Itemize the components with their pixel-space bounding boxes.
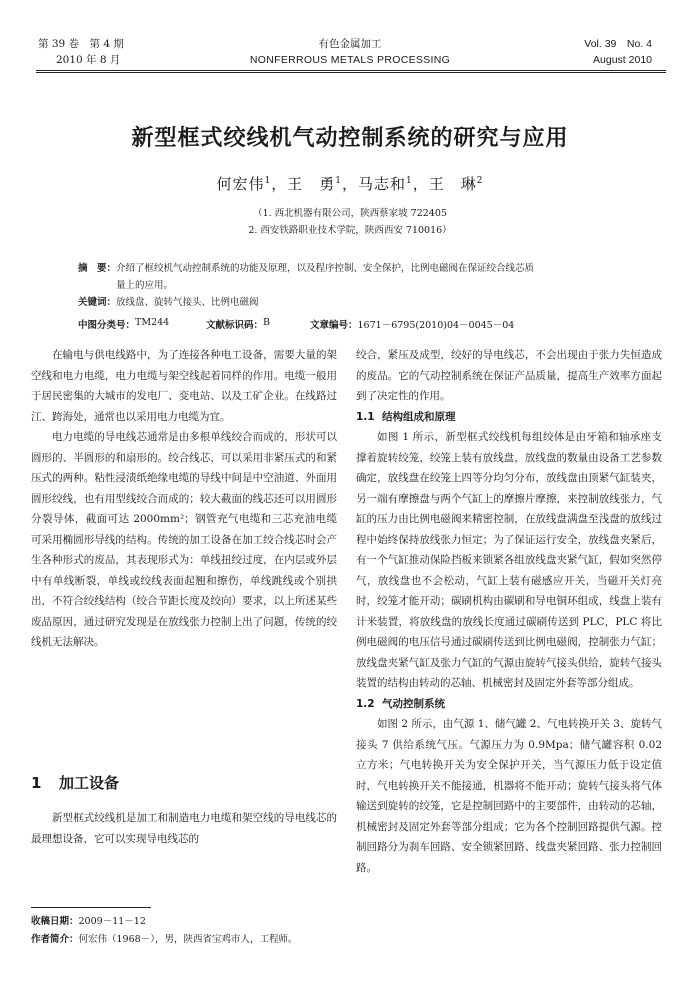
body-paragraph: 电力电缆的导电线芯通常是由多根单线绞合而成的，形状可以圆形的、半圆形的和扇形的。绞合线芯，可以采用非紧压式的和紧压式的两种。粘性浸渍纸绝缘电缆的导线中间是中空油道、外面用圆形绞线，也有用型线绞合而成的；较大截面的线芯还可以用圆形分裂导体，截面可达 2000mm²；钢管充气电缆和三芯充油电缆可采用椭圆形导线的结构。传统的加工设备在加工绞合线芯时会产生各种形式的废品，其表现形式为：单线扭绞过度，在内层或外层中有单线断裂，单线或绞线表面起翘和擦伤，单线跳线或个别拱出，不符合绞线结构（绞合节距长度及绞向）要求，以上所述某些废品原因，通过研究发现是在放线张力控制上出了问题，传统的绞线机无法解决。 xyxy=(31,431,337,648)
header-rule-top xyxy=(36,70,666,71)
right-column xyxy=(356,345,662,878)
affiliation: （1. 西北机器有限公司，陕西蔡家坡 722405 xyxy=(253,208,447,219)
affiliation: 2. 西安铁路职业技术学院，陕西西安 710016） xyxy=(248,225,452,236)
keywords-label: 关键词： xyxy=(78,297,117,308)
clc-value: TM244 xyxy=(135,317,170,328)
abstract-text: 介绍了框绞机气动控制系统的功能及原理，以及程序控制、安全保护，比例电磁阀在保证绞合线芯质 xyxy=(116,263,535,274)
volume-issue-en: Vol. 39 No. 4 xyxy=(584,38,652,50)
publication-date: 2010 年 8 月 xyxy=(56,54,121,66)
journal-name-en: NONFERROUS METALS PROCESSING xyxy=(249,54,451,66)
abstract-label: 摘 要： xyxy=(78,263,117,274)
abstract-text: 量上的应用。 xyxy=(116,280,174,291)
body-paragraph: 绞合，紧压及成型，绞好的导电线芯，不会出现由于张力失恒造成的废品。它的气动控制系统在保证产品质量，提高生产效率方面起到了决定性的作用。 xyxy=(356,349,662,402)
article-no-value: 1671－6795(2010)04－0045－04 xyxy=(357,320,515,331)
volume-issue: 第 39 卷 第 4 期 xyxy=(38,38,124,50)
section-heading xyxy=(31,772,119,793)
body-paragraph: 如图 2 所示，由气源 1、储气罐 2、气电转换开关 3、旋转气接头 7 供给系统气压。气源压力为 0.9Mpa；储气罐容积 0.02 立方米；气电转换开关为安全保护开关，当气源压力低于设定值时，气电转换开关不能接通，机器将不能开动；旋转气接头将气体输送到旋转的绞笼，它是控制回路中的主要部件，由转动的芯轴，机械密封及固定外套等部分组成；它为各个控制回路提供气源。控制回路分为刹车回路、安全锁紧回路、线盘夹紧回路、张力控制回路。 xyxy=(356,718,662,874)
footnote-rule xyxy=(31,907,151,908)
publication-date-en: August 2010 xyxy=(593,54,652,66)
paper-title: 新型框式绞线机气动控制系统的研究与应用 xyxy=(131,126,569,151)
body-paragraph: 新型框式绞线机是加工和制造电力电缆和架空线的导电线芯的最理想设备，它可以实现导电线芯的 xyxy=(31,812,337,845)
journal-name-cn: 有色金属加工 xyxy=(318,38,382,50)
left-column xyxy=(31,345,337,653)
doc-code-value: B xyxy=(263,317,270,328)
journal-volume-info-en xyxy=(584,36,652,68)
abstract xyxy=(78,260,618,311)
subsection-heading: 1.2 气动控制系统 xyxy=(356,697,445,710)
author: 马志和$^1$， xyxy=(358,175,429,193)
body-paragraph: 如图 1 所示，新型框式绞线机每组绞体是由牙箱和轴承座支撑着旋转绞笼，绞笼上装有放线盘，放线盘的数量由设备工艺参数确定，放线盘在绞笼上四等分均匀分布，放线盘由顶紧气缸装夹，另一端有摩擦盘与两个气缸上的摩擦片摩擦，来控制放线张力，气缸的压力由比例电磁阀来精密控制，在放线盘满盘至浅盘的放线过程中始终保持放线张力恒定；为了保证运行安全，放线盘夹紧后，有一个气缸推动保险挡板来锁紧各组放线盘夹紧气缸，假如突然停气，放线盘也不会松动，气缸上装有磁感应开关，当磁开关灯亮时，绞笼才能开动；碳刷机构由碳刷和导电铜环组成，线盘上装有计米装置，将放线盘的放线长度通过碳刷传送到 PLC，PLC 将比例电磁阀的电压信号通过碳刷传送到比例电磁阀，控制张力气缸；放线盘夹紧气缸及张力气缸的气源由旋转气接头供给，旋转气接头装置的结构由转动的芯轴、机械密封及固定外套等部分组成。 xyxy=(356,431,662,689)
section-title: 加工设备 xyxy=(59,774,120,792)
received-date: 收稿日期：2009－11－12 xyxy=(31,916,146,927)
left-column-continued xyxy=(31,808,337,849)
author: 王 勇$^1$， xyxy=(287,175,358,193)
body-paragraph: 在输电与供电线路中，为了连接各种电工设备，需要大量的架空线和电力电缆，电力电缆与架空线起着同样的作用。电缆一般用于居民密集的大城市的发电厂、变电站、以及工矿企业。在线路过江、跨海处，通常也以采用电力电缆为宜。 xyxy=(31,349,337,423)
author-list xyxy=(0,173,700,194)
article-no-label: 文章编号： xyxy=(310,320,358,331)
section-number: 1 xyxy=(31,774,42,792)
author: 王 琳$^2$ xyxy=(428,175,484,193)
author: 何宏伟$^1$， xyxy=(216,175,288,193)
clc-label: 中图分类号： xyxy=(78,320,136,331)
author-bio: 作者简介：何宏伟（1968－），男，陕西省宝鸡市人，工程师。 xyxy=(31,934,298,945)
subsection-heading: 1.1 结构组成和原理 xyxy=(356,410,456,423)
header-rule-bottom xyxy=(36,72,666,73)
doc-code-label: 文献标识码： xyxy=(206,320,264,331)
keywords-text: 放线盘、旋转气接头、比例电磁阀 xyxy=(116,297,259,308)
